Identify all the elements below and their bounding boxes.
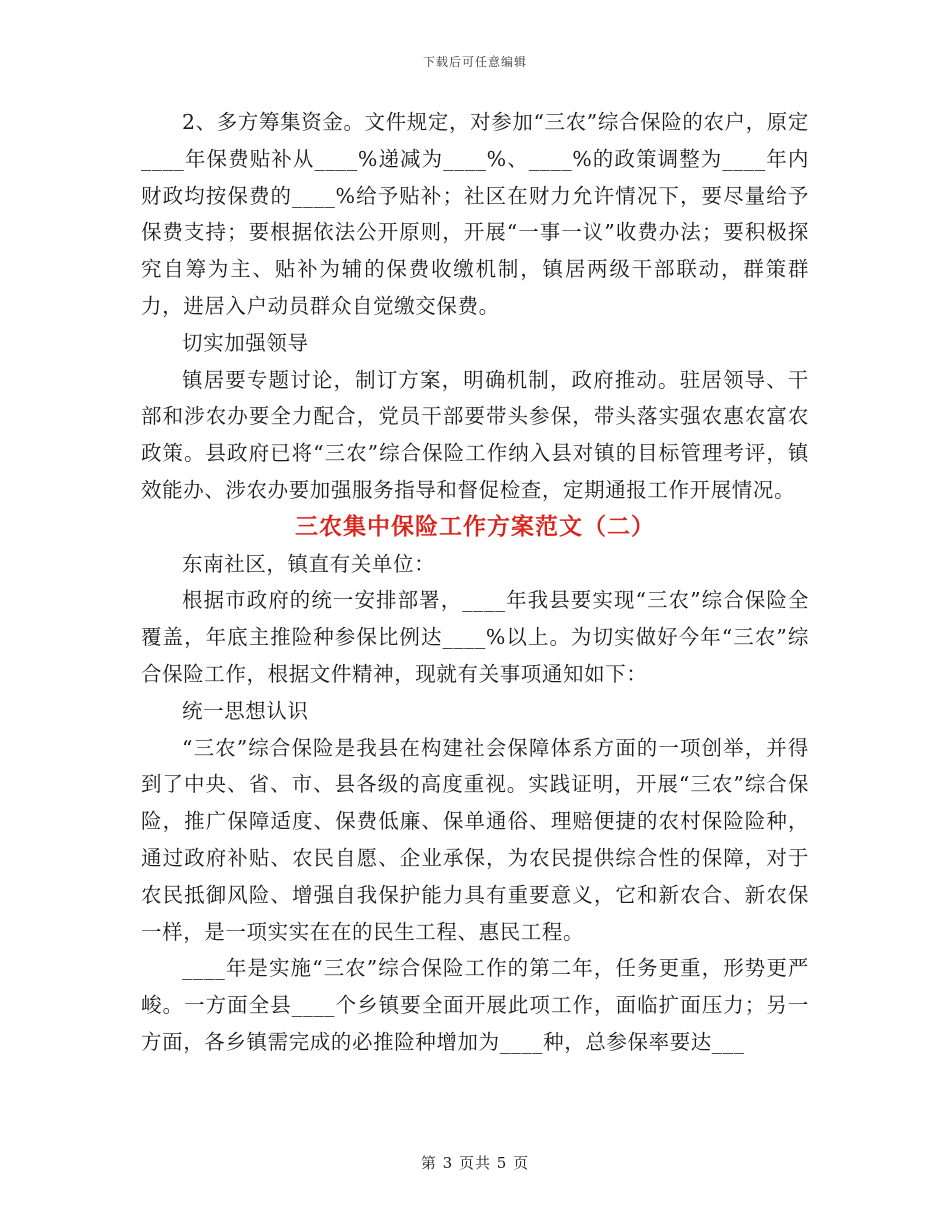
page-number: 第 3 页共 5 页 <box>420 1154 530 1172</box>
paragraph-notice-intro: 根据市政府的统一安排部署，____年我县要实现“三农”综合保险全覆盖，年底主推险种参保比例达____%以上。为切实做好今年“三农”综合保险工作，根据文件精神，现就有关事项通知如下： <box>141 588 809 686</box>
heading-unify-thinking: 统一思想认识 <box>182 698 309 723</box>
paragraph-significance: “三农”综合保险是我县在构建社会保障体系方面的一项创举，并得到了中央、省、市、县各级的高度重视。实践证明，开展“三农”综合保险，推广保障适度、保费低廉、保单通俗、理赔便捷的农村保险险种，通过政府补贴、农民自愿、企业承保，为农民提供综合性的保障，对于农民抵御风险、增强自我保护能力具有重要意义，它和新农合、新农保一样，是一项实实在在的民生工程、惠民工程。 <box>141 735 809 944</box>
document-body <box>141 104 809 1061</box>
salutation: 东南社区，镇直有关单位： <box>182 551 436 576</box>
heading-strengthen-leadership: 切实加强领导 <box>182 330 309 355</box>
paragraph-leadership: 镇居要专题讨论，制订方案，明确机制，政府推动。驻居领导、干部和涉农办要全力配合，党员干部要带头参保，带头落实强农惠农富农政策。县政府已将“三农”综合保险工作纳入县对镇的目标管理考评，镇效能办、涉农办要加强服务指导和督促检查，定期通报工作开展情况。 <box>141 367 809 502</box>
section-title: 三农集中保险工作方案范文（二） <box>295 512 655 540</box>
paragraph-fundraising: 2、多方筹集资金。文件规定，对参加“三农”综合保险的农户，原定____年保费贴补从____%递减为____%、____%的政策调整为____年内财政均按保费的____%给予贴补；社区在财力允许情况下，要尽量给予保费支持；要根据依法公开原则，开展“一事一议”收费办法；要积极探究自筹为主、贴补为辅的保费收缴机制，镇居两级干部联动，群策群力，进居入户动员群众自觉缴交保费。 <box>141 110 809 318</box>
paragraph-second-year: ____年是实施“三农”综合保险工作的第二年，任务更重，形势更严峻。一方面全县____个乡镇要全面开展此项工作，面临扩面压力；另一方面，各乡镇需完成的必推险种增加为____种，总参保率要达___ <box>141 956 809 1054</box>
page-header: 下载后可任意编辑 <box>422 55 527 69</box>
